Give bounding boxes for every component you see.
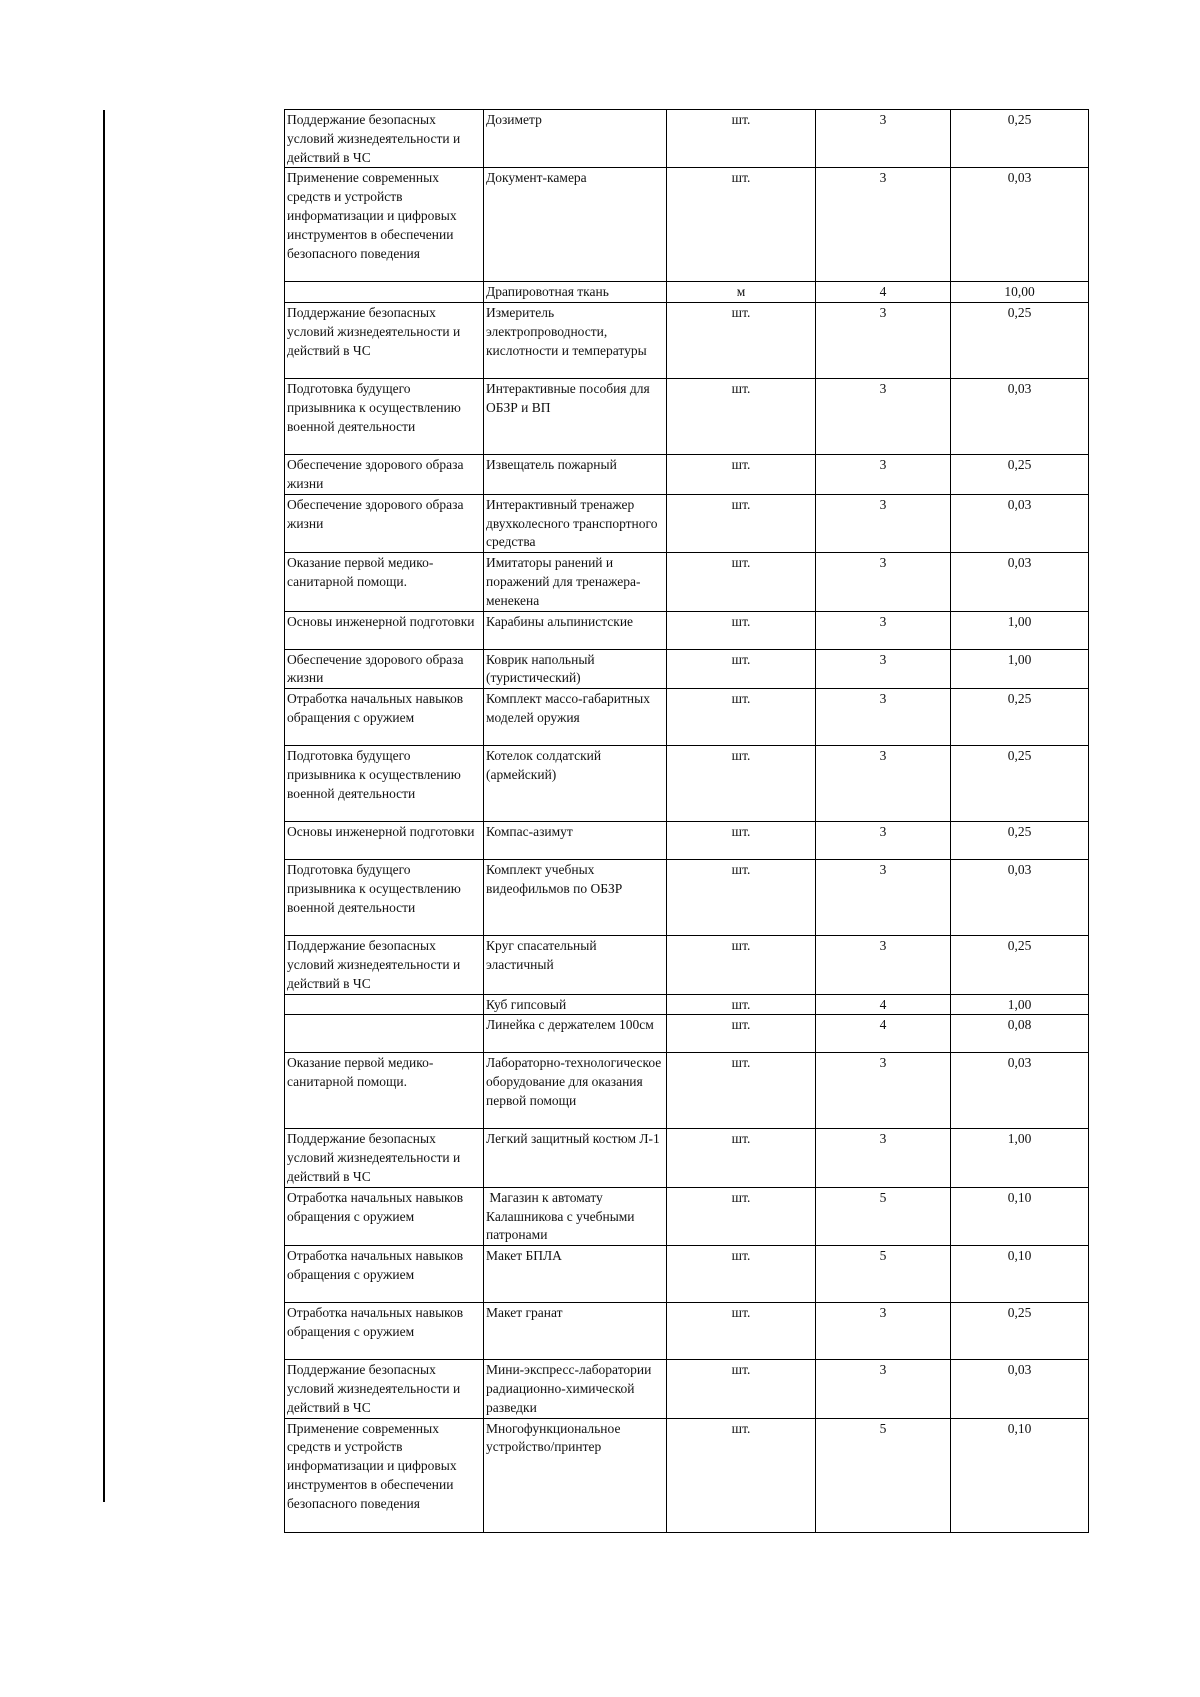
table-row — [285, 746, 1089, 822]
section-text: Поддержание безопасных условий жизнедеятельности и действий в ЧС — [287, 1131, 461, 1184]
quantity-cell: 5 — [816, 1246, 951, 1303]
item-name-cell — [484, 611, 667, 649]
item-name-cell — [484, 168, 667, 282]
section-cell — [285, 110, 484, 168]
table-row — [285, 1303, 1089, 1360]
quantity-cell: 3 — [816, 746, 951, 822]
section-cell — [285, 689, 484, 746]
value-cell: 0,10 — [951, 1246, 1089, 1303]
value-cell: 0,10 — [951, 1418, 1089, 1532]
section-text: Обеспечение здорового образа жизни — [287, 651, 464, 686]
item-name-text: Компас-азимут — [486, 824, 573, 840]
section-cell — [285, 822, 484, 860]
unit-cell: шт. — [667, 1360, 816, 1418]
item-name-cell — [484, 649, 667, 689]
section-cell — [285, 611, 484, 649]
item-name-text: Макет гранат — [486, 1305, 563, 1321]
quantity-cell: 4 — [816, 994, 951, 1015]
quantity-cell: 4 — [816, 1015, 951, 1053]
item-name-text: Лабораторно-технологическое оборудование для оказания первой помощи — [486, 1055, 662, 1108]
section-cell — [285, 168, 484, 282]
item-name-text: Круг спасательный эластичный — [486, 938, 597, 972]
table-row — [285, 168, 1089, 282]
value-cell: 0,03 — [951, 1053, 1089, 1129]
quantity-cell: 3 — [816, 553, 951, 611]
value-cell: 0,03 — [951, 494, 1089, 552]
section-text: Отработка начальных навыков обращения с оружием — [287, 1189, 464, 1224]
table-row — [285, 860, 1089, 936]
section-cell — [285, 1053, 484, 1129]
item-name-cell — [484, 379, 667, 455]
item-name-cell — [484, 689, 667, 746]
item-name-text: Карабины альпинистские — [486, 613, 634, 629]
section-text: Применение современных средств и устройств информатизации и цифровых инструментов в обеспечении безопасного поведения — [287, 1420, 457, 1511]
item-name-text: Имитаторы ранений и поражений для тренажера-менекена — [486, 555, 641, 608]
item-name-cell — [484, 1246, 667, 1303]
table-row — [285, 303, 1089, 379]
value-cell: 0,03 — [951, 553, 1089, 611]
table-row — [285, 611, 1089, 649]
section-cell — [285, 1246, 484, 1303]
unit-cell: шт. — [667, 860, 816, 936]
unit-cell: шт. — [667, 649, 816, 689]
unit-cell: шт. — [667, 553, 816, 611]
unit-cell: шт. — [667, 303, 816, 379]
item-name-cell — [484, 1015, 667, 1053]
item-name-cell — [484, 282, 667, 303]
value-cell: 0,25 — [951, 746, 1089, 822]
unit-cell: шт. — [667, 1053, 816, 1129]
value-cell: 0,03 — [951, 168, 1089, 282]
item-name-text: Извещатель пожарный — [486, 457, 617, 473]
section-text: Отработка начальных навыков обращения с оружием — [287, 1248, 464, 1282]
value-cell: 0,25 — [951, 822, 1089, 860]
unit-cell: шт. — [667, 168, 816, 282]
item-name-text: Котелок солдатский (армейский) — [486, 748, 602, 782]
item-name-cell — [484, 1053, 667, 1129]
section-cell — [285, 455, 484, 495]
item-name-cell — [484, 1418, 667, 1532]
unit-cell: шт. — [667, 1303, 816, 1360]
table-row — [285, 1246, 1089, 1303]
value-cell: 0,25 — [951, 110, 1089, 168]
item-name-cell — [484, 1187, 667, 1245]
value-cell: 0,03 — [951, 379, 1089, 455]
item-name-cell — [484, 553, 667, 611]
value-cell: 0,03 — [951, 860, 1089, 936]
item-name-text: Интерактивные пособия для ОБЗР и ВП — [486, 381, 650, 415]
table-row — [285, 553, 1089, 611]
item-name-text: Легкий защитный костюм Л-1 — [486, 1131, 660, 1147]
table-row — [285, 689, 1089, 746]
section-text: Подготовка будущего призывника к осуществлению военной деятельности — [287, 748, 461, 801]
table-row — [285, 494, 1089, 552]
quantity-cell: 3 — [816, 303, 951, 379]
table-row — [285, 1129, 1089, 1187]
section-cell — [285, 1187, 484, 1245]
quantity-cell: 3 — [816, 494, 951, 552]
section-cell — [285, 649, 484, 689]
item-name-cell — [484, 494, 667, 552]
section-text: Обеспечение здорового образа жизни — [287, 457, 464, 491]
item-name-cell — [484, 110, 667, 168]
section-text: Применение современных средств и устройств информатизации и цифровых инструментов в обеспечении безопасного поведения — [287, 170, 457, 261]
table-row — [285, 1053, 1089, 1129]
quantity-cell: 3 — [816, 936, 951, 994]
section-cell — [285, 1303, 484, 1360]
item-name-text: Коврик напольный (туристический) — [486, 651, 595, 686]
unit-cell: шт. — [667, 822, 816, 860]
value-cell: 0,25 — [951, 303, 1089, 379]
value-cell: 1,00 — [951, 649, 1089, 689]
section-text: Поддержание безопасных условий жизнедеятельности и действий в ЧС — [287, 1362, 461, 1415]
quantity-cell: 3 — [816, 110, 951, 168]
value-cell: 0,08 — [951, 1015, 1089, 1053]
item-name-text: Драпировотная ткань — [486, 284, 609, 300]
item-name-cell — [484, 936, 667, 994]
section-text: Отработка начальных навыков обращения с оружием — [287, 691, 464, 725]
item-name-text: Мини-экспресс-лаборатории радиационно-химической разведки — [486, 1362, 652, 1415]
unit-cell: шт. — [667, 1015, 816, 1053]
quantity-cell: 3 — [816, 611, 951, 649]
item-name-text: Комплект учебных видеофильмов по ОБЗР — [486, 862, 623, 896]
quantity-cell: 3 — [816, 455, 951, 495]
value-cell: 0,10 — [951, 1187, 1089, 1245]
item-name-cell — [484, 303, 667, 379]
section-cell — [285, 553, 484, 611]
section-cell — [285, 379, 484, 455]
section-text: Поддержание безопасных условий жизнедеятельности и действий в ЧС — [287, 112, 461, 165]
quantity-cell: 3 — [816, 1129, 951, 1187]
quantity-cell: 3 — [816, 649, 951, 689]
unit-cell: шт. — [667, 1129, 816, 1187]
item-name-cell — [484, 1360, 667, 1418]
unit-cell: шт. — [667, 494, 816, 552]
quantity-cell: 3 — [816, 860, 951, 936]
value-cell: 1,00 — [951, 994, 1089, 1015]
section-cell — [285, 282, 484, 303]
table-row — [285, 1015, 1089, 1053]
section-cell — [285, 1418, 484, 1532]
unit-cell: шт. — [667, 611, 816, 649]
table-row — [285, 936, 1089, 994]
quantity-cell: 4 — [816, 282, 951, 303]
value-cell: 0,25 — [951, 689, 1089, 746]
value-cell: 0,03 — [951, 1360, 1089, 1418]
item-name-text: Куб гипсовый — [486, 996, 567, 1012]
section-cell — [285, 1015, 484, 1053]
item-name-text: Линейка с держателем 100см — [486, 1017, 654, 1033]
section-text: Подготовка будущего призывника к осуществлению военной деятельности — [287, 381, 461, 434]
item-name-text: Документ-камера — [486, 170, 587, 186]
item-name-cell — [484, 1303, 667, 1360]
section-text: Подготовка будущего призывника к осуществлению военной деятельности — [287, 862, 461, 915]
quantity-cell: 5 — [816, 1418, 951, 1532]
table-row — [285, 379, 1089, 455]
value-cell: 0,25 — [951, 455, 1089, 495]
section-text: Основы инженерной подготовки — [287, 613, 475, 629]
value-cell: 1,00 — [951, 611, 1089, 649]
item-name-text: Измеритель электропроводности, кислотности и температуры — [486, 305, 647, 358]
item-name-cell — [484, 455, 667, 495]
item-name-text: Интерактивный тренажер двухколесного транспортного средства — [486, 496, 658, 550]
section-cell — [285, 936, 484, 994]
table-row — [285, 1187, 1089, 1245]
unit-cell: шт. — [667, 689, 816, 746]
quantity-cell: 3 — [816, 379, 951, 455]
item-name-text: Комплект массо-габаритных моделей оружия — [486, 691, 650, 725]
unit-cell: шт. — [667, 746, 816, 822]
section-text: Поддержание безопасных условий жизнедеятельности и действий в ЧС — [287, 305, 461, 358]
section-cell — [285, 1360, 484, 1418]
unit-cell: шт. — [667, 110, 816, 168]
quantity-cell: 3 — [816, 1303, 951, 1360]
quantity-cell: 3 — [816, 1053, 951, 1129]
item-name-cell — [484, 860, 667, 936]
quantity-cell: 5 — [816, 1187, 951, 1245]
section-text: Оказание первой медико-санитарной помощи. — [287, 1055, 434, 1090]
item-name-cell — [484, 994, 667, 1015]
section-text: Оказание первой медико-санитарной помощи. — [287, 555, 434, 589]
item-name-text: Дозиметр — [486, 112, 542, 127]
unit-cell: шт. — [667, 1418, 816, 1532]
table-row — [285, 994, 1089, 1015]
table-row — [285, 455, 1089, 495]
quantity-cell: 3 — [816, 822, 951, 860]
section-cell — [285, 994, 484, 1015]
unit-cell: шт. — [667, 455, 816, 495]
table-row — [285, 649, 1089, 689]
table-row — [285, 1360, 1089, 1418]
item-name-text: Магазин к автомату Калашникова с учебными патронами — [486, 1189, 638, 1243]
equipment-table — [284, 109, 1089, 1533]
item-name-text: Многофункциональное устройство/принтер — [486, 1420, 621, 1455]
value-cell: 0,25 — [951, 1303, 1089, 1360]
section-text: Поддержание безопасных условий жизнедеятельности и действий в ЧС — [287, 938, 461, 991]
table-row — [285, 1418, 1089, 1532]
section-text: Основы инженерной подготовки — [287, 824, 475, 840]
unit-cell: шт. — [667, 379, 816, 455]
quantity-cell: 3 — [816, 689, 951, 746]
item-name-cell — [484, 1129, 667, 1187]
section-cell — [285, 494, 484, 552]
unit-cell: шт. — [667, 1246, 816, 1303]
table-row — [285, 110, 1089, 168]
quantity-cell: 3 — [816, 1360, 951, 1418]
section-cell — [285, 303, 484, 379]
section-text: Отработка начальных навыков обращения с оружием — [287, 1305, 464, 1339]
value-cell: 1,00 — [951, 1129, 1089, 1187]
table-row — [285, 822, 1089, 860]
section-text: Обеспечение здорового образа жизни — [287, 496, 464, 531]
unit-cell: шт. — [667, 994, 816, 1015]
item-name-text: Макет БПЛА — [486, 1248, 562, 1264]
section-cell — [285, 746, 484, 822]
quantity-cell: 3 — [816, 168, 951, 282]
item-name-cell — [484, 746, 667, 822]
value-cell: 10,00 — [951, 282, 1089, 303]
table-row — [285, 282, 1089, 303]
unit-cell: шт. — [667, 936, 816, 994]
unit-cell: м — [667, 282, 816, 303]
section-cell — [285, 860, 484, 936]
page-margin-line — [103, 110, 105, 1502]
item-name-cell — [484, 822, 667, 860]
unit-cell: шт. — [667, 1187, 816, 1245]
section-cell — [285, 1129, 484, 1187]
value-cell: 0,25 — [951, 936, 1089, 994]
